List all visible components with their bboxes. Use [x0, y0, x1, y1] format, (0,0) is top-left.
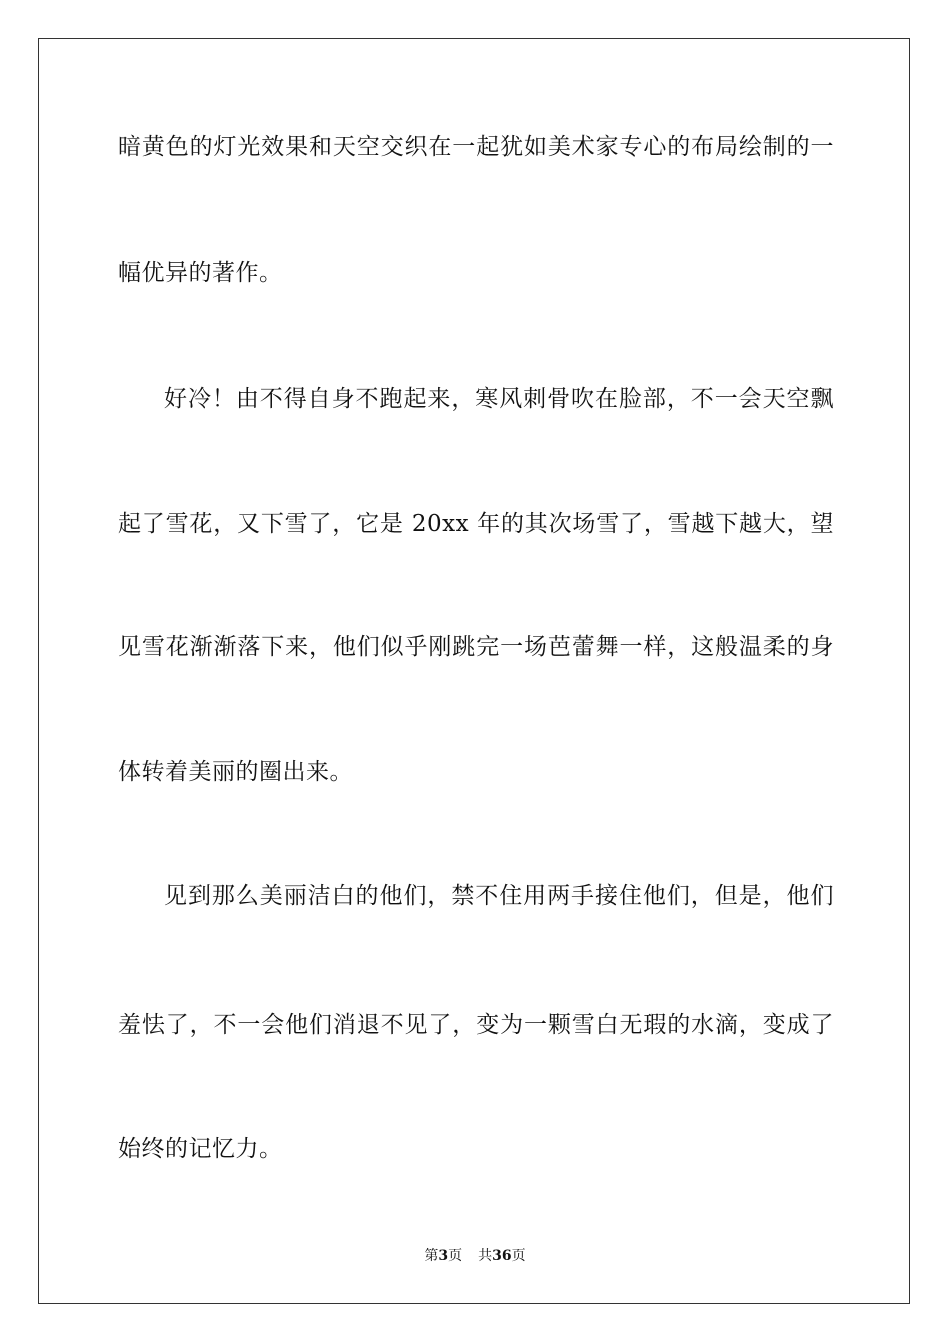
paragraph-2-line-4: 体转着美丽的圈出来。: [118, 759, 353, 785]
page-border: [38, 38, 910, 1304]
page-footer: [0, 1247, 950, 1265]
page-number: 3: [438, 1248, 449, 1264]
page-suffix: 页: [448, 1248, 463, 1264]
paragraph-2-line-3: 见雪花渐渐落下来，他们似乎刚跳完一场芭蕾舞一样，这般温柔的身: [118, 634, 834, 660]
paragraph-1-line-1: 暗黄色的灯光效果和天空交织在一起犹如美术家专心的布局绘制的一: [118, 134, 834, 160]
paragraph-2-line-1: 好冷！由不得自身不跑起来，寒风刺骨吹在脸部，不一会天空飘: [164, 386, 834, 412]
page-prefix: 第: [424, 1248, 439, 1264]
paragraph-3-line-2: 羞怯了，不一会他们消退不见了，变为一颗雪白无瑕的水滴，变成了: [118, 1012, 834, 1038]
paragraph-2-line-2: 起了雪花，又下雪了，它是 20xx 年的其次场雪了，雪越下越大，望: [118, 511, 834, 537]
total-suffix: 页: [511, 1248, 526, 1264]
paragraph-3-line-3: 始终的记忆力。: [118, 1136, 283, 1162]
paragraph-3-line-1: 见到那么美丽洁白的他们，禁不住用两手接住他们，但是，他们: [164, 883, 834, 909]
total-prefix: 共: [478, 1248, 493, 1264]
total-pages: 36: [492, 1248, 512, 1264]
paragraph-1-line-2: 幅优异的著作。: [118, 260, 283, 286]
